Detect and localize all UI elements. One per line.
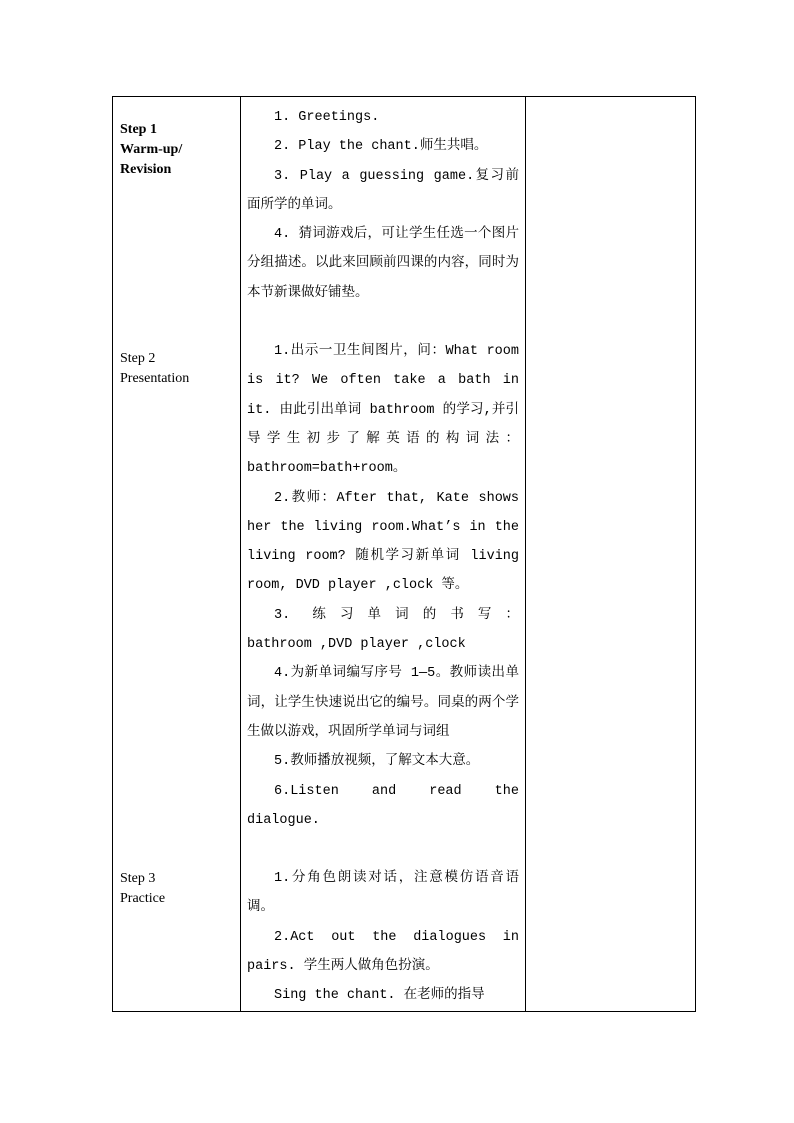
step-1-label — [120, 120, 182, 180]
activity-content — [241, 97, 525, 1011]
notes-column — [526, 97, 696, 1012]
step-2-label — [120, 349, 189, 389]
step-3-label — [120, 869, 165, 909]
step-labels — [113, 97, 240, 1006]
step-2-title: Step 2 — [120, 351, 156, 366]
step-1-subtitle-line-2: Revision — [120, 162, 172, 177]
practice-item-3: Sing the chant. 在老师的指导 — [274, 988, 485, 1004]
step-column — [113, 97, 241, 1012]
activity-column — [241, 97, 526, 1012]
presentation-item-2: 2.教师：After that, Kate shows her the living room.What’s in the living room? 随机学习新单词 living room, DVD player ,clock 等。 — [247, 490, 519, 594]
presentation-item-1: 1.出示一卫生间图片，问：What room is it? We often take a bath in it. 由此引出单词 bathroom 的学习,并引导学生初步了解英语的构词法：bathroom=bath+room。 — [247, 344, 519, 477]
presentation-item-3-words: bathroom ,DVD player ,clock — [247, 637, 466, 653]
practice-item-1: 1.分角色朗读对话，注意模仿语音语调。 — [247, 871, 519, 916]
presentation-item-5: 5.教师播放视频，了解文本大意。 — [274, 754, 480, 770]
practice-item-2: 2.Act out the dialogues in pairs. 学生两人做角色扮演。 — [247, 929, 519, 975]
step-1-subtitle-line-1: Warm-up/ — [120, 142, 183, 157]
table-row — [113, 97, 696, 1012]
step-1-title: Step 1 — [120, 122, 157, 137]
presentation-item-6: 6.Listen and read the dialogue. — [247, 783, 519, 828]
lesson-plan-table — [112, 96, 696, 1012]
warmup-item-1: 1. Greetings. — [274, 110, 380, 125]
presentation-item-3: 3. 练习单词的书写： — [274, 607, 519, 623]
step-3-title: Step 3 — [120, 871, 156, 886]
warmup-item-4: 4. 猜词游戏后，可让学生任选一个图片分组描述。以此来回顾前四课的内容，同时为本节新课做好铺垫。 — [247, 227, 519, 301]
step-3-subtitle-line-1: Practice — [120, 891, 166, 906]
presentation-item-4: 4.为新单词编写序号 1—5。教师读出单词，让学生快速说出它的编号。同桌的两个学生做以游戏，巩固所学单词与词组 — [247, 666, 519, 740]
step-2-subtitle-line-1: Presentation — [120, 371, 190, 386]
warmup-item-3: 3. Play a guessing game.复习前面所学的单词。 — [247, 168, 519, 213]
warmup-item-2: 2. Play the chant.师生共唱。 — [274, 139, 488, 155]
